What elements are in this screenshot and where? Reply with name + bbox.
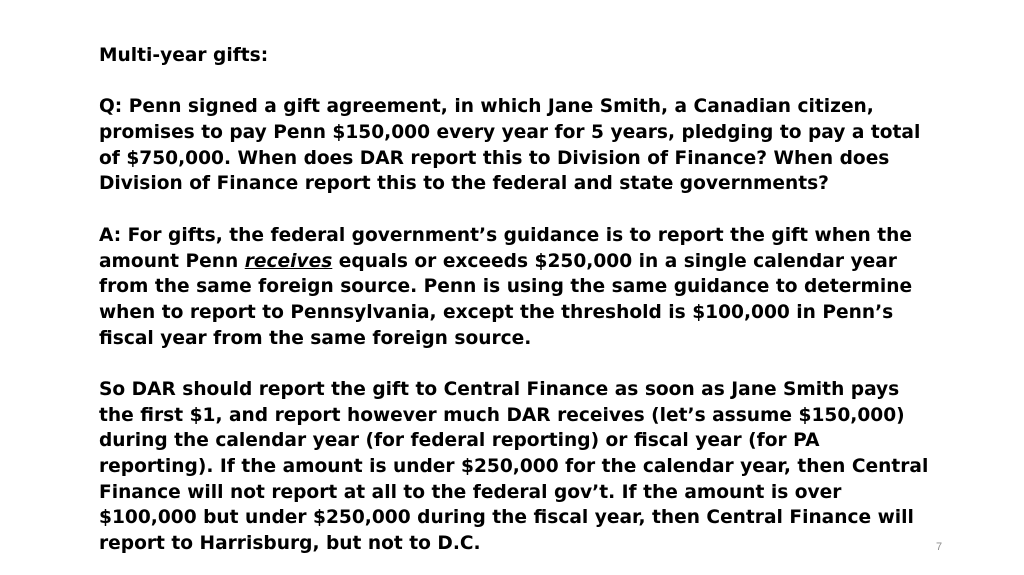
question-line: of $750,000. When does DAR report this to Division of Finance? When does [99,147,890,169]
question-line: Division of Finance report this to the federal and state governments? [99,173,829,195]
conclusion-line: reporting). If the amount is under $250,000 for the calendar year, then Central [99,456,929,477]
answer-text: equals or exceeds $250,000 in a single calendar year [332,250,897,272]
question-line: promises to pay Penn $150,000 every year for 5 years, pledging to pay a total [99,122,921,144]
answer-line: when to report to Pennsylvania, except the threshold is $100,000 in Penn’s [99,301,894,323]
answer-block [99,223,959,351]
spacer [99,351,959,377]
slide-body [99,43,959,557]
conclusion-line: during the calendar year (for federal reporting) or fiscal year (for PA [99,430,820,452]
slide-title: Multi-year gifts: [99,45,269,66]
answer-line: fiscal year from the same foreign source. [99,327,532,349]
question-line: Q: Penn signed a gift agreement, in which Jane Smith, a Canadian citizen, [99,96,874,118]
conclusion-block [99,377,959,557]
conclusion-line: the first $1, and report however much DAR receives (let’s assume $150,000) [99,404,905,426]
question-block [99,94,959,197]
conclusion-line: So DAR should report the gift to Central Finance as soon as Jane Smith pays [99,378,900,400]
answer-line: A: For gifts, the federal government’s guidance is to report the gift when the [99,224,912,246]
answer-text: amount Penn [99,250,245,272]
conclusion-line: Finance will not report at all to the federal gov’t. If the amount is over [99,481,842,503]
answer-line: from the same foreign source. Penn is using the same guidance to determine [99,276,913,298]
spacer [99,69,959,95]
spacer [99,197,959,223]
conclusion-line: report to Harrisburg, but not to D.C. [99,533,481,555]
answer-line [99,249,959,275]
emphasized-word: receives [244,250,333,272]
page-number: 7 [936,541,943,553]
conclusion-line: $100,000 but under $250,000 during the fiscal year, then Central Finance will [99,507,914,529]
